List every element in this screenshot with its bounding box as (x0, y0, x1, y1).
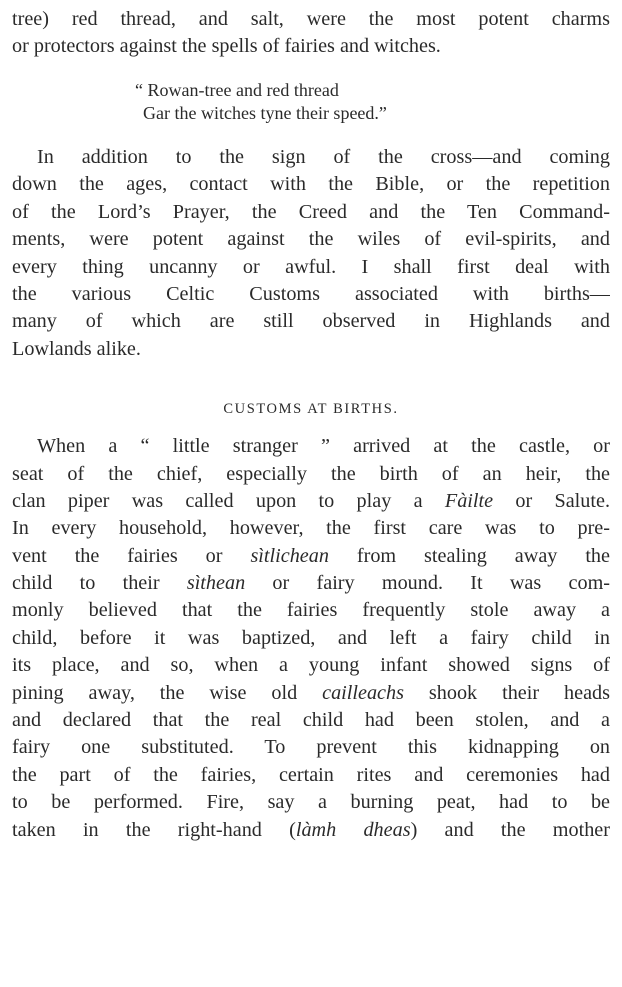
text-line: every thing uncanny or awful. I shall first deal with (12, 255, 610, 278)
text-line: tree) red thread, and salt, were the most potent charms (12, 8, 610, 30)
text-line: vent the fairies or sìtlichean from stealing away the (12, 544, 610, 567)
text-line: seat of the chief, especially the birth of an heir, the (12, 462, 610, 485)
text-line: of the Lord’s Prayer, the Creed and the Ten Command- (12, 200, 610, 223)
text-line: many of which are still observed in Highlands and (12, 310, 610, 333)
text-line: the various Celtic Customs associated with births— (12, 282, 610, 305)
gaelic-term: sìthean (186, 572, 246, 595)
paragraph-charms (12, 6, 610, 61)
verse-line: “ Rowan-tree and red thread (135, 79, 339, 100)
verse-quote (12, 79, 610, 126)
gaelic-term: sìtlichean (250, 544, 329, 567)
paragraph-cross (12, 144, 610, 363)
text-line: In addition to the sign of the cross—and coming (37, 145, 610, 168)
text-line: clan piper was called upon to play a Fàilte or Salute. (12, 489, 610, 512)
text-line: ments, were potent against the wiles of evil-spirits, and (12, 228, 610, 251)
text-line: When a “ little stranger ” arrived at the castle, or (37, 435, 610, 458)
text-line: fairy one substituted. To prevent this kidnapping on (12, 736, 610, 759)
text-line: its place, and so, when a young infant showed signs of (12, 654, 610, 677)
gaelic-term: Fàilte (444, 489, 494, 512)
text-line: Lowlands alike. (12, 337, 141, 360)
text-line: In every household, however, the first care was to pre- (12, 517, 610, 540)
text-line: taken in the right-hand (làmh dheas) and the mother (12, 818, 610, 841)
verse-line: Gar the witches tyne their speed.” (143, 103, 387, 124)
text-line: down the ages, contact with the Bible, or the repetition (12, 173, 610, 196)
text-line: monly believed that the fairies frequently stole away a (12, 599, 610, 622)
text-line: pining away, the wise old cailleachs shook their heads (12, 681, 610, 704)
text-line: child, before it was baptized, and left a fairy child in (12, 626, 610, 649)
paragraph-births (12, 433, 610, 844)
gaelic-term: cailleachs (322, 681, 404, 704)
text-line: and declared that the real child had been stolen, and a (12, 709, 610, 732)
text-line: or protectors against the spells of fairies and witches. (12, 35, 441, 58)
text-line: child to their sìthean or fairy mound. It was com- (12, 572, 610, 595)
text-line: the part of the fairies, certain rites and ceremonies had (12, 763, 610, 786)
text-line: to be performed. Fire, say a burning peat, had to be (12, 791, 610, 814)
gaelic-term: làmh dheas (295, 818, 411, 841)
section-heading: CUSTOMS AT BIRTHS. (223, 401, 399, 418)
